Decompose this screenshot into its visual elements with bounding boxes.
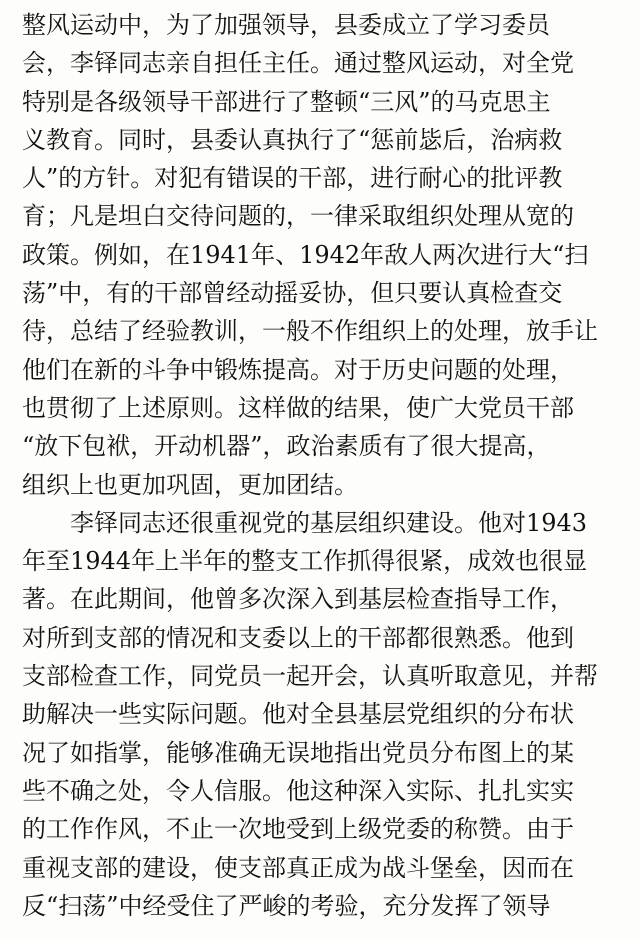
text-line: 年至1944年上半年的整支工作抓得很紧，成效也很显 — [22, 547, 588, 576]
text-line: 助解决一些实际问题。他对全县基层党组织的分布状 — [22, 700, 574, 729]
text-line: 著。在此期间，他曾多次深入到基层检查指导工作， — [22, 585, 574, 614]
text-line: 义教育。同时，县委认真执行了“惩前毖后，治病救 — [22, 125, 563, 154]
text-line: 对所到支部的情况和支委以上的干部都很熟悉。他到 — [22, 623, 574, 652]
text-line: 荡”中，有的干部曾经动摇妥协，但只要认真检查交 — [22, 279, 563, 308]
text-line: 政策。例如，在1941年、1942年敌人两次进行大“扫 — [22, 240, 589, 269]
text-line: 支部检查工作，同党员一起开会，认真听取意见，并帮 — [22, 662, 598, 691]
text-line: 育；凡是坦白交待问题的，一律采取组织处理从宽的 — [22, 202, 574, 231]
text-line: 整风运动中，为了加强领导，县委成立了学习委员 — [22, 11, 550, 39]
text-line: 组织上也更加巩固，更加团结。 — [22, 470, 358, 499]
text-line: 待，总结了经验教训，一般不作组织上的处理，放手让 — [22, 317, 598, 346]
text-line: 人”的方针。对犯有错误的干部，进行耐心的批评教 — [22, 164, 563, 193]
text-line: 些不确之处，令人信服。他这种深入实际、扎扎实实 — [22, 776, 574, 805]
body-text — [22, 6, 622, 925]
text-line: “放下包袱，开动机器”，政治素质有了很大提高， — [22, 432, 551, 461]
paragraph-2 — [22, 504, 622, 925]
paragraph-1 — [22, 6, 622, 504]
text-line: 也贯彻了上述原则。这样做的结果，使广大党员干部 — [22, 393, 574, 422]
text-line: 特别是各级领导干部进行了整顿“三风”的马克思主 — [22, 87, 551, 116]
text-line: 会，李铎同志亲自担任主任。通过整风运动，对全党 — [22, 49, 574, 78]
text-line: 况了如指掌，能够准确无误地指出党员分布图上的某 — [22, 738, 574, 767]
text-line: 重视支部的建设，使支部真正成为战斗堡垒，因而在 — [22, 853, 574, 882]
text-line: 的工作作风，不止一次地受到上级党委的称赞。由于 — [22, 815, 574, 844]
text-line: 反“扫荡”中经受住了严峻的考验，充分发挥了领导 — [22, 891, 551, 920]
text-line-indented: 李铎同志还很重视党的基层组织建设。他对1943 — [70, 508, 588, 537]
text-line: 他们在新的斗争中锻炼提高。对于历史问题的处理， — [22, 355, 574, 384]
